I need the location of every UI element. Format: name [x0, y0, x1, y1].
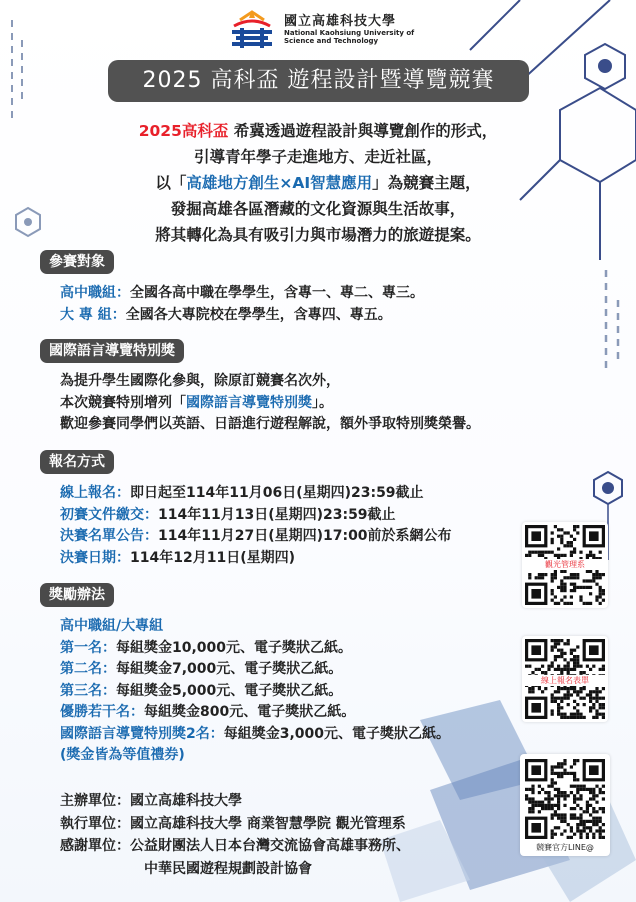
registration-key: 線上報名：: [60, 485, 130, 501]
logo-chinese-name: 國立高雄科技大學: [284, 13, 397, 29]
intro-highlight: 2025高科盃: [138, 122, 229, 140]
qr-code-line[interactable]: [520, 754, 610, 856]
dash-line-decoration: [12, 20, 22, 120]
award-key: 第二名：: [60, 661, 116, 677]
organizer-key: 感謝單位：: [60, 838, 130, 854]
intro-text: 希冀透過遊程設計與導覽創作的形式，: [228, 122, 498, 140]
special-award-section: [60, 371, 480, 436]
registration-value: 即日起至114年11月06日(星期四)23:59截止: [130, 485, 424, 501]
participant-value: 全國各大專院校在學學生，含專四、專五。: [125, 306, 392, 323]
participants-section: [60, 283, 424, 326]
organizer-value: 國立高雄科技大學: [130, 793, 242, 809]
participant-value: 全國各高中職在學學生，含專一、專二、專三。: [130, 285, 424, 301]
registration-value: 114年11月27日(星期四)17:00前於系網公布: [158, 528, 452, 544]
university-logo: [226, 6, 426, 52]
participant-key: 高中職組：: [60, 285, 130, 301]
participant-key: 大 專 組：: [60, 306, 126, 323]
intro-text: 將其轉化為具有吸引力與市場潛力的旅遊提案。: [155, 226, 481, 244]
registration-key: 初賽文件繳交：: [60, 506, 158, 523]
special-award-text: 為提升學生國際化參與，除原訂競賽名次外，: [60, 373, 340, 389]
award-key: 第三名：: [60, 682, 116, 699]
logo-english-name-line1: National Kaohsiung University of: [284, 28, 415, 37]
award-value: 每組獎金800元、電子獎狀乙紙。: [144, 704, 356, 720]
organizer-key: 主辦單位：: [60, 793, 130, 809]
section-label-registration: 報名方式: [40, 450, 114, 474]
award-value: 每組獎金5,000元、電子獎狀乙紙。: [116, 682, 343, 699]
qr-label-department: 觀光管理系: [522, 559, 608, 570]
intro-text: 引導青年學子走進地方、走近社區，: [193, 148, 442, 166]
special-award-text: 歡迎參賽同學們以英語、日語進行遊程解說，額外爭取特別獎榮譽。: [60, 416, 480, 432]
award-value: 每組獎金3,000元、電子獎狀乙紙。: [223, 725, 451, 742]
section-label-awards: 獎勵辦法: [40, 583, 114, 607]
award-key: 優勝若干名：: [60, 704, 144, 720]
network-node-decoration: [598, 59, 612, 73]
registration-value: 114年11月13日(星期四)23:59截止: [158, 506, 396, 523]
registration-value: 114年12月11日(星期四): [130, 549, 295, 566]
section-label-special-award: 國際語言導覽特別獎: [40, 339, 184, 363]
special-award-text: 」。: [312, 394, 333, 411]
intro-text: 以「: [155, 174, 187, 192]
intro-text: 」為競賽主題，: [372, 174, 481, 192]
organizer-key: 執行單位：: [60, 815, 130, 832]
nkust-logo-icon: [226, 6, 278, 52]
intro-theme: 高雄地方創生×AI智慧應用: [186, 174, 373, 192]
organizer-value: 國立高雄科技大學 商業智慧學院 觀光管理系: [130, 815, 406, 832]
registration-section: [60, 483, 452, 569]
awards-group: 高中職組/大專組: [60, 618, 164, 634]
qr-label-registration: 線上報名表單: [522, 675, 608, 686]
intro-text: 發掘高雄各區潛藏的文化資源與生活故事，: [170, 200, 466, 218]
organizer-value: 中華民國遊程規劃設計協會: [144, 860, 312, 877]
award-key: 國際語言導覽特別獎2名：: [60, 725, 224, 742]
qr-label-line: 競賽官方LINE@: [536, 843, 594, 852]
award-note: (獎金皆為等值禮券): [60, 747, 185, 763]
intro-paragraph: [40, 118, 596, 248]
award-key: 第一名：: [60, 639, 116, 656]
special-award-text: 本次競賽特別增列「: [60, 394, 186, 411]
registration-key: 決賽名單公告：: [60, 528, 158, 544]
registration-key: 決賽日期：: [60, 549, 130, 566]
qr-code-registration[interactable]: [522, 636, 608, 722]
section-label-participants: 參賽對象: [40, 250, 114, 274]
logo-english-name-line2: Science and Technology: [284, 36, 379, 45]
award-value: 每組獎金7,000元、電子獎狀乙紙。: [116, 661, 343, 677]
awards-section: [60, 616, 450, 767]
organizers-section: [60, 790, 410, 880]
page-title: 2025 高科盃 遊程設計暨導覽競賽: [108, 60, 529, 102]
organizer-value: 公益財團法人日本台灣交流協會高雄事務所、: [130, 838, 410, 854]
qr-code-icon: [525, 759, 605, 839]
award-value: 每組獎金10,000元、電子獎狀乙紙。: [116, 639, 353, 656]
qr-code-department[interactable]: [522, 522, 608, 608]
special-award-highlight: 國際語言導覽特別獎: [186, 394, 312, 411]
